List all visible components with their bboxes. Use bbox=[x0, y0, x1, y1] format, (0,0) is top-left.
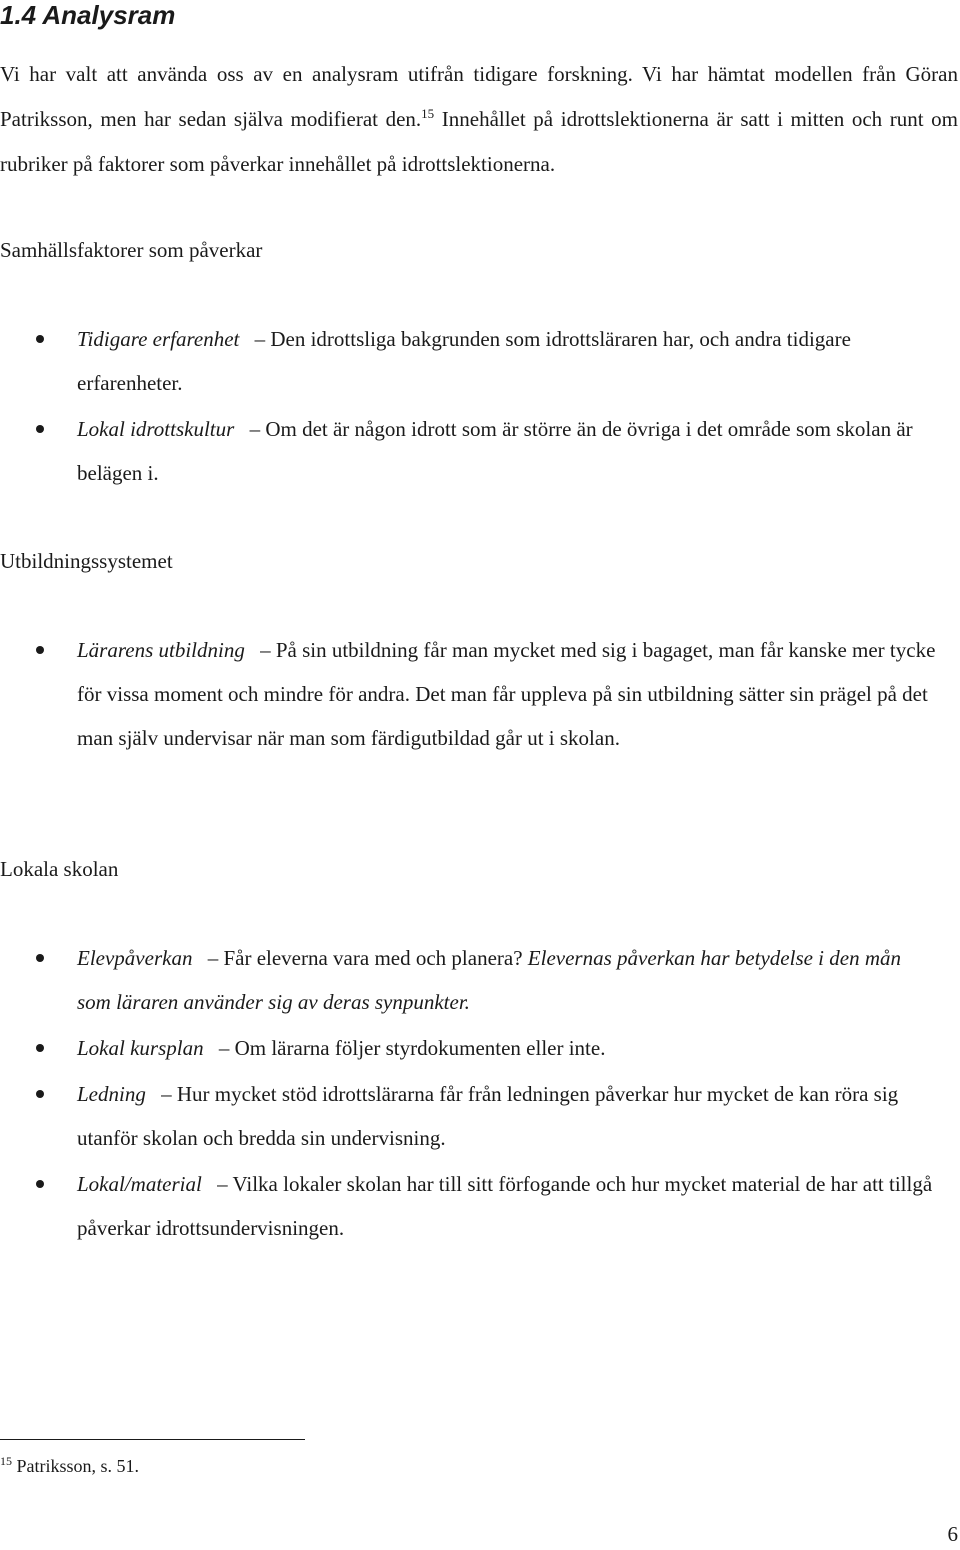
intro-paragraph bbox=[0, 52, 958, 187]
item-dash: – bbox=[207, 946, 219, 970]
bullet-list-samhallsfaktorer bbox=[0, 317, 940, 495]
bullet-icon bbox=[36, 425, 44, 433]
item-dash: – bbox=[218, 1036, 230, 1060]
section-title-utbildningssystemet: Utbildningssystemet bbox=[0, 549, 173, 573]
bullet-icon bbox=[36, 1090, 44, 1098]
intro-text-part-1: Vi har valt att använda oss av en analysram utifrån tidigare forskning. Vi har hämtat modellen från Göran Patriksson, men har sedan själva modifierat den. bbox=[0, 62, 958, 131]
item-term: Lokal/material bbox=[77, 1172, 202, 1196]
item-term: Tidigare erfarenhet bbox=[77, 327, 240, 351]
item-text: Om lärarna följer styrdokumenten eller inte. bbox=[234, 1036, 606, 1060]
list-item bbox=[0, 407, 940, 495]
item-term: Lokal idrottskultur bbox=[77, 417, 235, 441]
item-text: Den idrottsliga bakgrunden som idrottsläraren har, och andra tidigare erfarenheter. bbox=[77, 327, 851, 395]
bullet-list-lokala-skolan bbox=[0, 936, 940, 1250]
section-heading: 1.4 Analysram bbox=[0, 0, 176, 30]
bullet-icon bbox=[36, 1180, 44, 1188]
item-text: Vilka lokaler skolan har till sitt förfogande och hur mycket material de har att tillgå påverkar idrottsundervisningen. bbox=[77, 1172, 933, 1240]
list-item bbox=[0, 1026, 940, 1070]
section-title-samhallsfaktorer: Samhällsfaktorer som påverkar bbox=[0, 238, 263, 262]
bullet-icon bbox=[36, 1044, 44, 1052]
section-title-lokala-skolan: Lokala skolan bbox=[0, 857, 119, 881]
list-item bbox=[0, 1162, 940, 1250]
list-item bbox=[0, 317, 940, 405]
item-term: Ledning bbox=[77, 1082, 146, 1106]
footnote-divider bbox=[0, 1439, 305, 1440]
item-text: Hur mycket stöd idrottslärarna får från ledningen påverkar hur mycket de kan röra sig utanför skolan och bredda sin undervisning. bbox=[77, 1082, 899, 1150]
item-text: Om det är någon idrott som är större än de övriga i det område som skolan är belägen i. bbox=[77, 417, 913, 485]
footnote-number: 15 bbox=[0, 1454, 12, 1468]
intro-text-part-2: Innehållet på idrottslektionerna är satt i mitten och runt om rubriker på faktorer som påverkar innehållet på idrottslektionerna. bbox=[0, 107, 958, 176]
list-item bbox=[0, 628, 940, 760]
item-dash: – bbox=[249, 417, 261, 441]
page-number: 6 bbox=[947, 1522, 958, 1546]
list-item bbox=[0, 936, 940, 1024]
bullet-icon bbox=[36, 954, 44, 962]
footnote bbox=[0, 1454, 139, 1478]
item-text: På sin utbildning får man mycket med sig i bagaget, man får kanske mer tycke för vissa moment och mindre för andra. Det man får uppleva på sin utbildning sätter sin prägel på det man själv undervisar när man som färdigutbildad går ut i skolan. bbox=[77, 638, 936, 750]
bullet-icon bbox=[36, 335, 44, 343]
item-text: Får eleverna vara med och planera? bbox=[223, 946, 523, 970]
bullet-list-utbildningssystemet bbox=[0, 628, 940, 760]
item-term: Lokal kursplan bbox=[77, 1036, 204, 1060]
footnote-reference[interactable]: 15 bbox=[421, 106, 435, 121]
item-dash: – bbox=[254, 327, 266, 351]
item-dash: – bbox=[260, 638, 271, 662]
item-italic-note: Elevernas påverkan har betydelse i den mån som läraren använder sig av deras synpunkter. bbox=[77, 946, 902, 1014]
bullet-icon bbox=[36, 646, 44, 654]
item-dash: – bbox=[217, 1172, 228, 1196]
item-term: Elevpåverkan bbox=[77, 946, 193, 970]
list-item bbox=[0, 1072, 940, 1160]
item-term: Lärarens utbildning bbox=[77, 638, 245, 662]
item-dash: – bbox=[161, 1082, 172, 1106]
footnote-text: Patriksson, s. 51. bbox=[16, 1456, 140, 1476]
